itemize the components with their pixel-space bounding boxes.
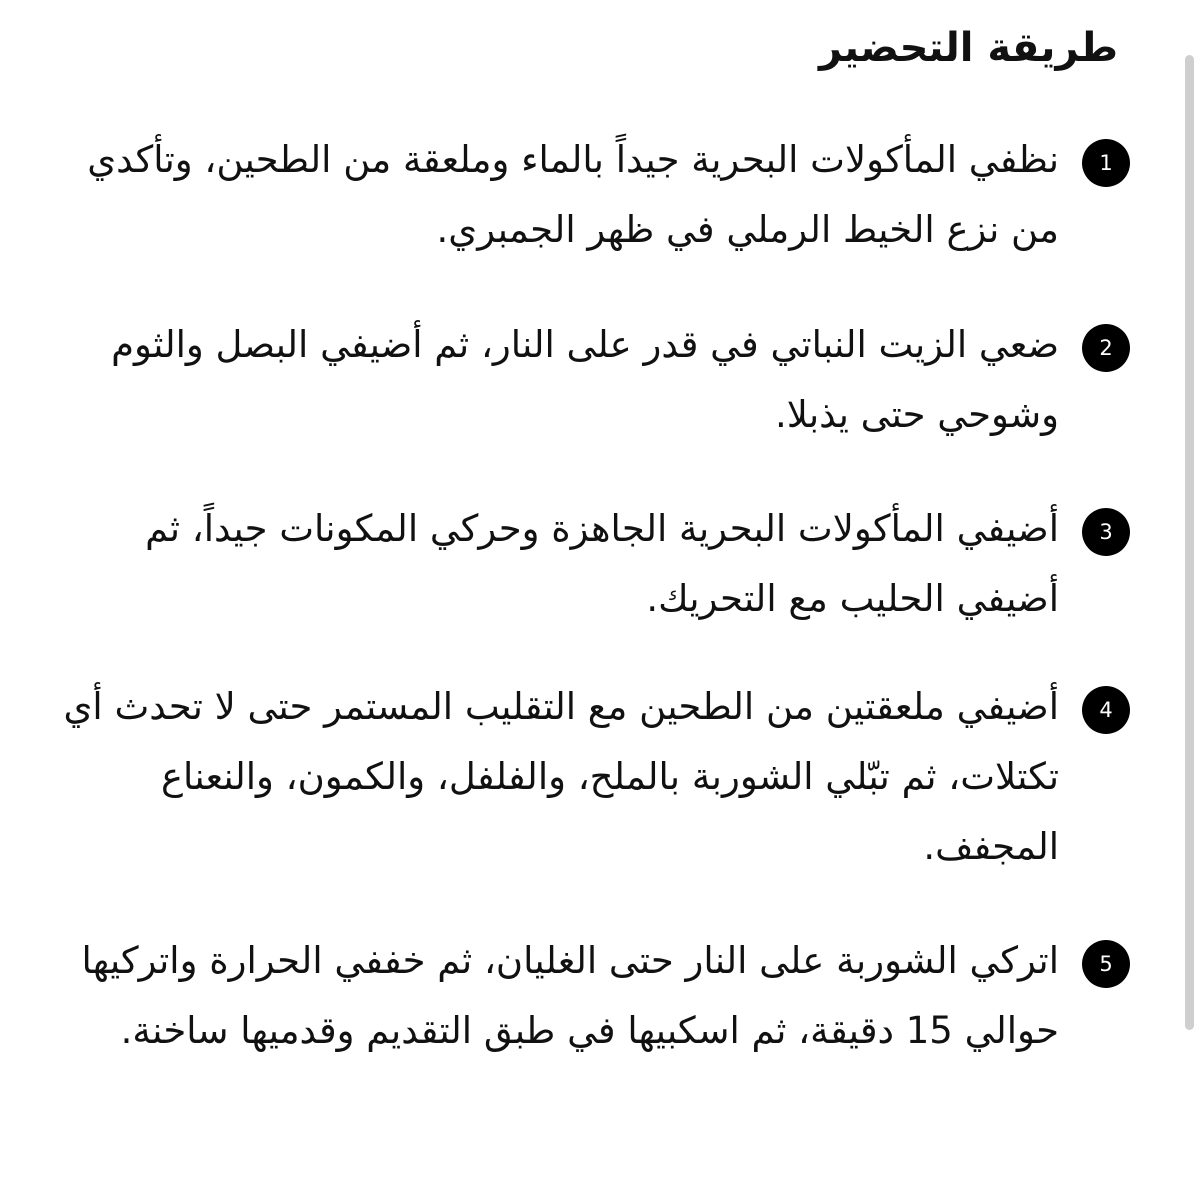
step-text: نظفي المأكولات البحرية جيداً بالماء وملعقة من الطحين، وتأكدي من نزع الخيط الرملي في ظهر الجمبري. <box>87 138 1059 251</box>
step-text: اتركي الشوربة على النار حتى الغليان، ثم خففي الحرارة واتركيها حوالي 15 دقيقة، ثم اسكبيها في طبق التقديم وقدميها ساخنة. <box>81 939 1059 1052</box>
step-1 <box>40 125 1130 265</box>
step-text: أضيفي ملعقتين من الطحين مع التقليب المستمر حتى لا تحدث أي تكتلات، ثم تبّلي الشوربة بالملح، والفلفل، والكمون، والنعناع المجفف. <box>63 685 1059 868</box>
step-number-badge: 5 <box>1082 940 1130 988</box>
scrollbar-thumb[interactable] <box>1185 55 1194 1030</box>
step-5 <box>40 926 1130 1066</box>
section-title: طريقة التحضير <box>818 25 1118 71</box>
step-text: أضيفي المأكولات البحرية الجاهزة وحركي المكونات جيداً، ثم أضيفي الحليب مع التحريك. <box>145 507 1059 620</box>
step-text: ضعي الزيت النباتي في قدر على النار، ثم أضيفي البصل والثوم وشوحي حتى يذبلا. <box>111 323 1059 436</box>
step-4 <box>40 672 1130 882</box>
step-number-badge: 2 <box>1082 324 1130 372</box>
step-3 <box>40 494 1130 634</box>
step-number-badge: 4 <box>1082 686 1130 734</box>
step-number-badge: 1 <box>1082 139 1130 187</box>
step-2 <box>40 310 1130 450</box>
step-number-badge: 3 <box>1082 508 1130 556</box>
